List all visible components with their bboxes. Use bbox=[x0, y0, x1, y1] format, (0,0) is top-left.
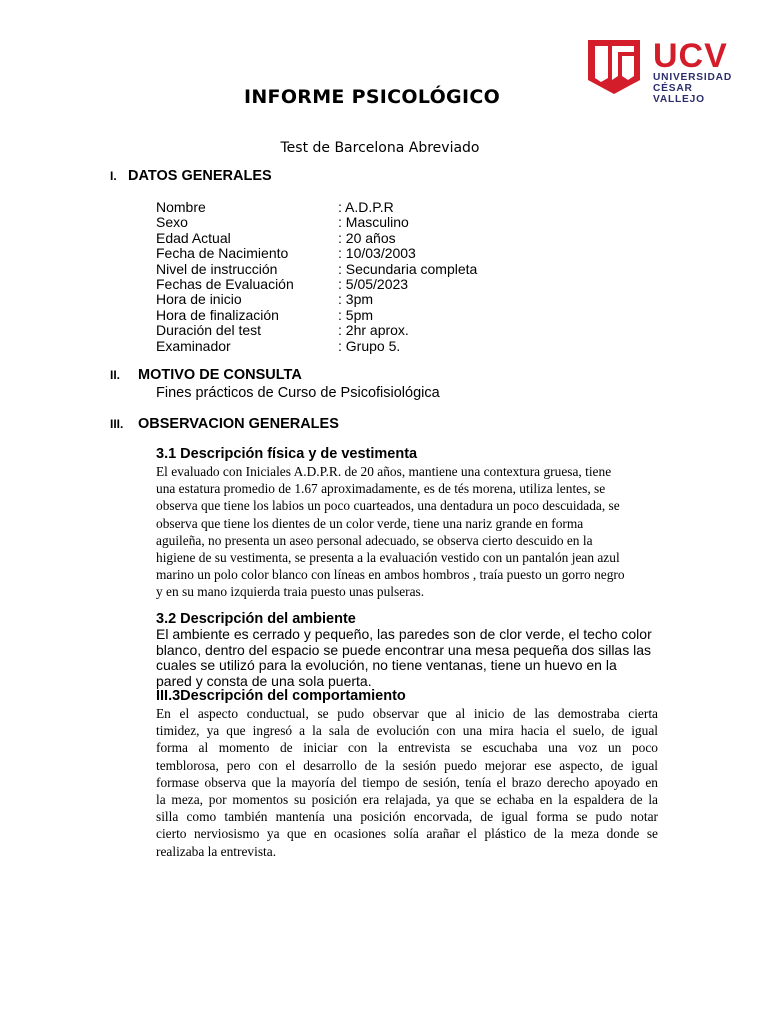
subsection-3-3-body bbox=[156, 705, 658, 860]
consultation-reason: Fines prácticos de Curso de Psicofisiológica bbox=[156, 385, 440, 401]
logo-brand-text: UCV bbox=[653, 37, 728, 75]
section-1-title: DATOS GENERALES bbox=[128, 168, 272, 184]
text-line: higiene de su vestimenta, se presenta a la evaluación vestido con un pantalón jean azul bbox=[156, 550, 620, 566]
field-value: : 5/05/2023 bbox=[338, 276, 409, 293]
text-line: cierto nerviosismo ya que en ocasiones solía arañar el plástico de la meza donde se bbox=[156, 826, 658, 842]
field-label: Fechas de Evaluación bbox=[156, 276, 294, 293]
field-value: : A.D.P.R bbox=[338, 199, 394, 215]
logo-university-text: UNIVERSIDAD bbox=[653, 72, 732, 83]
field-row bbox=[156, 308, 477, 323]
field-label: Hora de inicio bbox=[156, 291, 242, 308]
field-value: : Masculino bbox=[338, 214, 409, 231]
logo-name-text: CÉSAR VALLEJO bbox=[653, 83, 705, 105]
field-value: : Secundaria completa bbox=[338, 260, 478, 277]
field-row bbox=[156, 339, 477, 354]
field-label: Examinador bbox=[156, 337, 231, 354]
subsection-3-2-body bbox=[156, 627, 666, 689]
text-line: realizaba la entrevista. bbox=[156, 843, 277, 859]
section-1-number: I. bbox=[110, 169, 117, 183]
subsection-3-1-heading: 3.1 Descripción física y de vestimenta bbox=[156, 446, 418, 462]
field-value: : 20 años bbox=[338, 229, 396, 246]
text-line: El ambiente es cerrado y pequeño, las paredes son de clor verde, el techo color bbox=[156, 626, 652, 642]
field-label: Hora de finalización bbox=[156, 306, 279, 323]
section-3-title: OBSERVACION GENERALES bbox=[138, 416, 339, 432]
text-line: blanco, dentro del espacio se puede encontrar una mesa pequeña dos sillas las bbox=[156, 641, 651, 658]
field-label: Edad Actual bbox=[156, 229, 231, 246]
general-data-list bbox=[156, 200, 477, 354]
text-line: En el aspecto conductual, se pudo observar que al inicio de las demostraba cierta bbox=[156, 706, 658, 721]
subsection-3-3-heading: III.3Descripción del comportamiento bbox=[156, 688, 406, 704]
section-1-heading bbox=[110, 168, 272, 184]
subsection-3-1-body bbox=[156, 463, 661, 601]
subsection-3-2-heading: 3.2 Descripción del ambiente bbox=[156, 611, 356, 627]
text-line: timidez, ya que ingresó a la sala de evolución con una mira hacia el suelo, de igual bbox=[156, 723, 658, 739]
field-value: : 3pm bbox=[338, 291, 374, 308]
field-row bbox=[156, 231, 477, 246]
text-line: temblorosa, pero con el desarrollo de la sesión puedo mejorar ese aspecto, de igual bbox=[156, 757, 658, 773]
field-label: Fecha de Nacimiento bbox=[156, 245, 289, 262]
field-row bbox=[156, 292, 477, 307]
field-label: Nombre bbox=[156, 199, 206, 215]
field-value: : 5pm bbox=[338, 306, 374, 323]
text-line: formase observa que la mayoría del tiempo de sesión, tenía el brazo derecho apoyado en bbox=[156, 774, 658, 790]
section-2-title: MOTIVO DE CONSULTA bbox=[138, 367, 302, 383]
field-row bbox=[156, 200, 477, 215]
field-row bbox=[156, 323, 477, 338]
section-3-heading bbox=[110, 416, 339, 432]
field-value: : Grupo 5. bbox=[338, 337, 401, 354]
field-row bbox=[156, 215, 477, 230]
text-line: aguileña, no presenta un aseo personal adecuado, se observa cierto descuido en la bbox=[156, 532, 593, 548]
text-line: silla como también mantenía una posición encorvada, de igual forma se pudo notar bbox=[156, 809, 658, 825]
text-line: la meza, por momentos su posición era relajada, ya que se echaba en la espaldera de la bbox=[156, 792, 658, 808]
field-row bbox=[156, 246, 477, 261]
field-label: Sexo bbox=[156, 214, 188, 231]
section-2-number: II. bbox=[110, 368, 121, 382]
text-line: observa que tiene los dientes de un color verde, tiene una nariz grande en forma bbox=[156, 515, 584, 531]
field-row bbox=[156, 277, 477, 292]
field-value: : 2hr aprox. bbox=[338, 322, 409, 339]
field-label: Duración del test bbox=[156, 322, 262, 339]
field-row bbox=[156, 262, 477, 277]
section-2-heading bbox=[110, 367, 302, 383]
document-subtitle: Test de Barcelona Abreviado bbox=[280, 140, 480, 156]
text-line: El evaluado con Iniciales A.D.P.R. de 20 años, mantiene una contextura gruesa, tiene bbox=[156, 464, 612, 479]
document-title: INFORME PSICOLÓGICO bbox=[243, 86, 501, 108]
text-line: marino un polo color blanco con líneas en ambos hombros , traía puesto un gorro negro bbox=[156, 567, 625, 583]
text-line: pared y consta de una sola puerta. bbox=[156, 672, 372, 689]
field-label: Nivel de instrucción bbox=[156, 260, 278, 277]
field-value: : 10/03/2003 bbox=[338, 245, 416, 262]
text-line: forma al momento de iniciar con la entrevista se escuchaba una voz un poco bbox=[156, 740, 658, 756]
text-line: una estatura promedio de 1.67 aproximadamente, es de tés morena, utiliza lentes, se bbox=[156, 481, 606, 497]
text-line: y en su mano izquierda traia puesto unas pulseras. bbox=[156, 584, 425, 600]
text-line: observa que tiene los labios un poco cuarteados, una dentadura un poco descuidada, se bbox=[156, 498, 620, 514]
text-line: cuales se utilizó para la evolución, no tiene ventanas, tiene un huevo en la bbox=[156, 657, 617, 674]
section-3-number: III. bbox=[110, 417, 124, 431]
